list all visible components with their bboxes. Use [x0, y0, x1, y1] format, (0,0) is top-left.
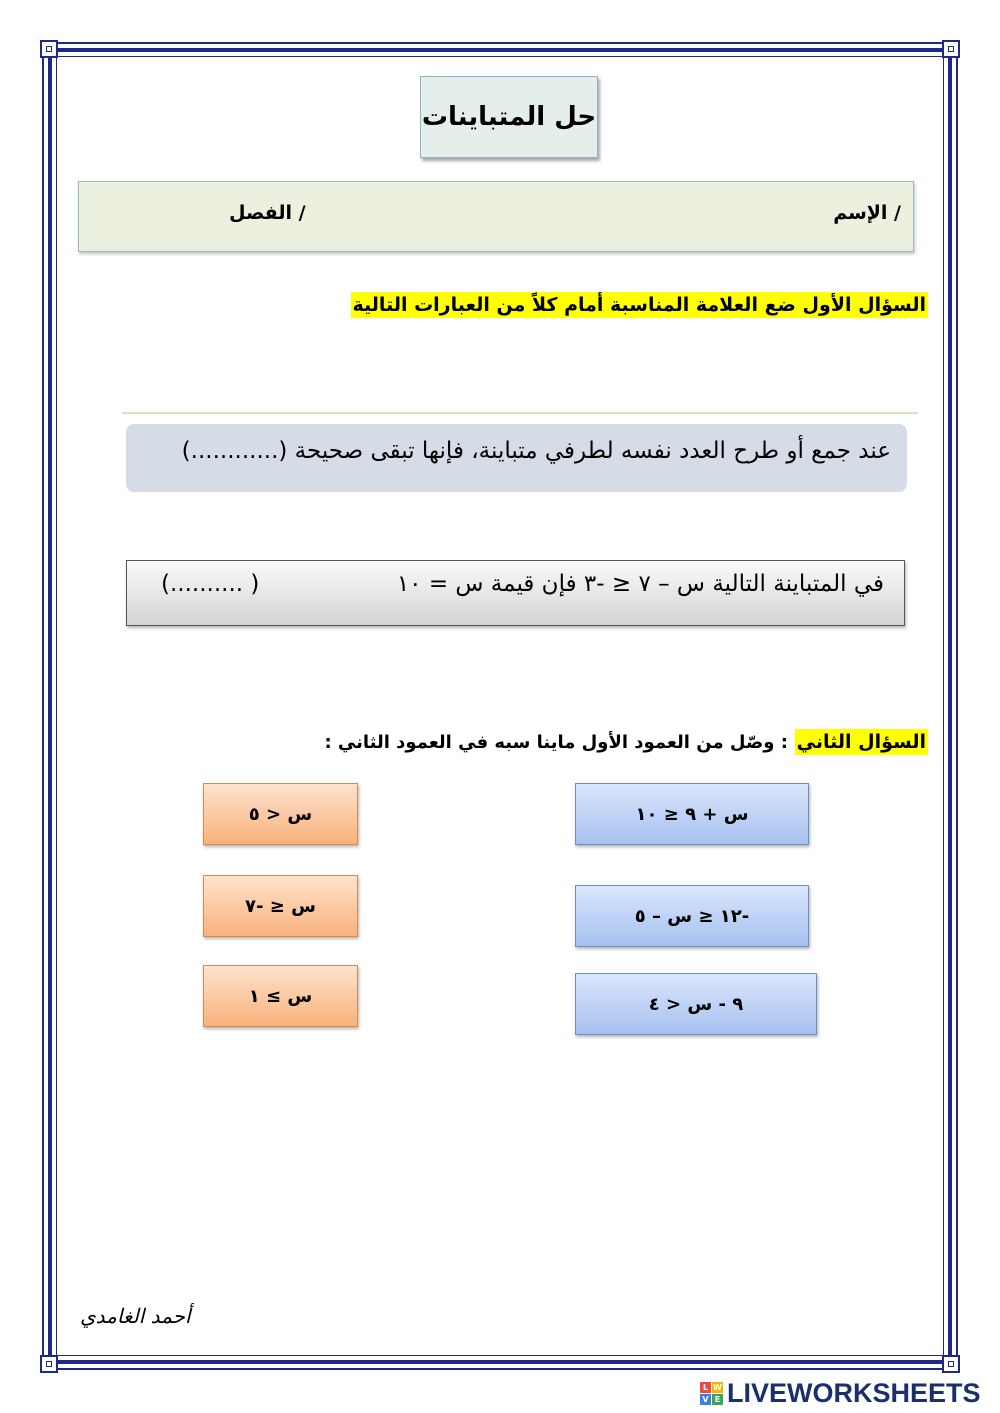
statement-1-text: عند جمع أو طرح العدد نفسه لطرفي متباينة، فإنها تبقى صحيحة (............)	[181, 438, 891, 464]
corner-ornament-bottom-left	[40, 1355, 58, 1373]
worksheet-title-text: حل المتباينات	[421, 102, 597, 132]
name-label: الإسم /	[833, 202, 901, 224]
match-right-item-2-text: س ≤ -٧	[245, 895, 316, 917]
author-name: أحمد الغامدي	[80, 1304, 191, 1328]
question-2-heading	[324, 731, 928, 753]
question-1-heading-text: السؤال الأول ضع العلامة المناسبة أمام كلاً من العبارات التالية	[352, 294, 926, 316]
author-signature	[80, 1304, 191, 1328]
match-right-item-1-text: س < ٥	[248, 803, 313, 825]
match-left-item-2[interactable]	[575, 885, 809, 947]
class-label: الفصل /	[229, 202, 306, 224]
liveworksheets-brand-text: LIVEWORKSHEETS	[727, 1377, 981, 1408]
match-right-item-1[interactable]	[203, 783, 358, 845]
question-1-heading	[351, 294, 928, 316]
logo-letter-1: L	[700, 1382, 711, 1393]
match-left-item-3[interactable]	[575, 973, 817, 1035]
divider	[122, 412, 918, 414]
match-right-item-3-text: س ≥ ١	[248, 985, 313, 1007]
question-2-label: السؤال الثاني	[796, 731, 926, 753]
logo-letter-3: V	[700, 1394, 711, 1405]
logo-letter-4: E	[712, 1394, 723, 1405]
statement-2	[126, 560, 905, 626]
liveworksheets-footer[interactable]	[700, 1378, 981, 1408]
match-left-item-1-text: س + ٩ ≤ ١٠	[635, 803, 749, 825]
corner-ornament-bottom-right	[942, 1355, 960, 1373]
match-left-item-1[interactable]	[575, 783, 809, 845]
match-left-item-3-text: ٩ - س < ٤	[648, 993, 744, 1015]
match-right-item-3[interactable]	[203, 965, 358, 1027]
corner-ornament-top-right	[942, 40, 960, 58]
worksheet-title	[420, 76, 598, 158]
statement-2-text: في المتباينة التالية س – ٧ ≤ -٣ فإن قيمة س = ١٠	[396, 571, 884, 597]
student-info-box	[78, 181, 914, 252]
statement-2-answer-blank[interactable]: ( ..........)	[161, 571, 260, 597]
statement-1	[126, 424, 907, 492]
liveworksheets-logo-icon	[700, 1382, 723, 1405]
logo-letter-2: W	[713, 1382, 722, 1392]
match-right-item-2[interactable]	[203, 875, 358, 937]
corner-ornament-top-left	[40, 40, 58, 58]
match-left-item-2-text: -١٢ ≤ س – ٥	[634, 905, 750, 927]
question-2-instruction: : وصّل من العمود الأول ماينا سبه في العمود الثاني :	[324, 732, 788, 753]
